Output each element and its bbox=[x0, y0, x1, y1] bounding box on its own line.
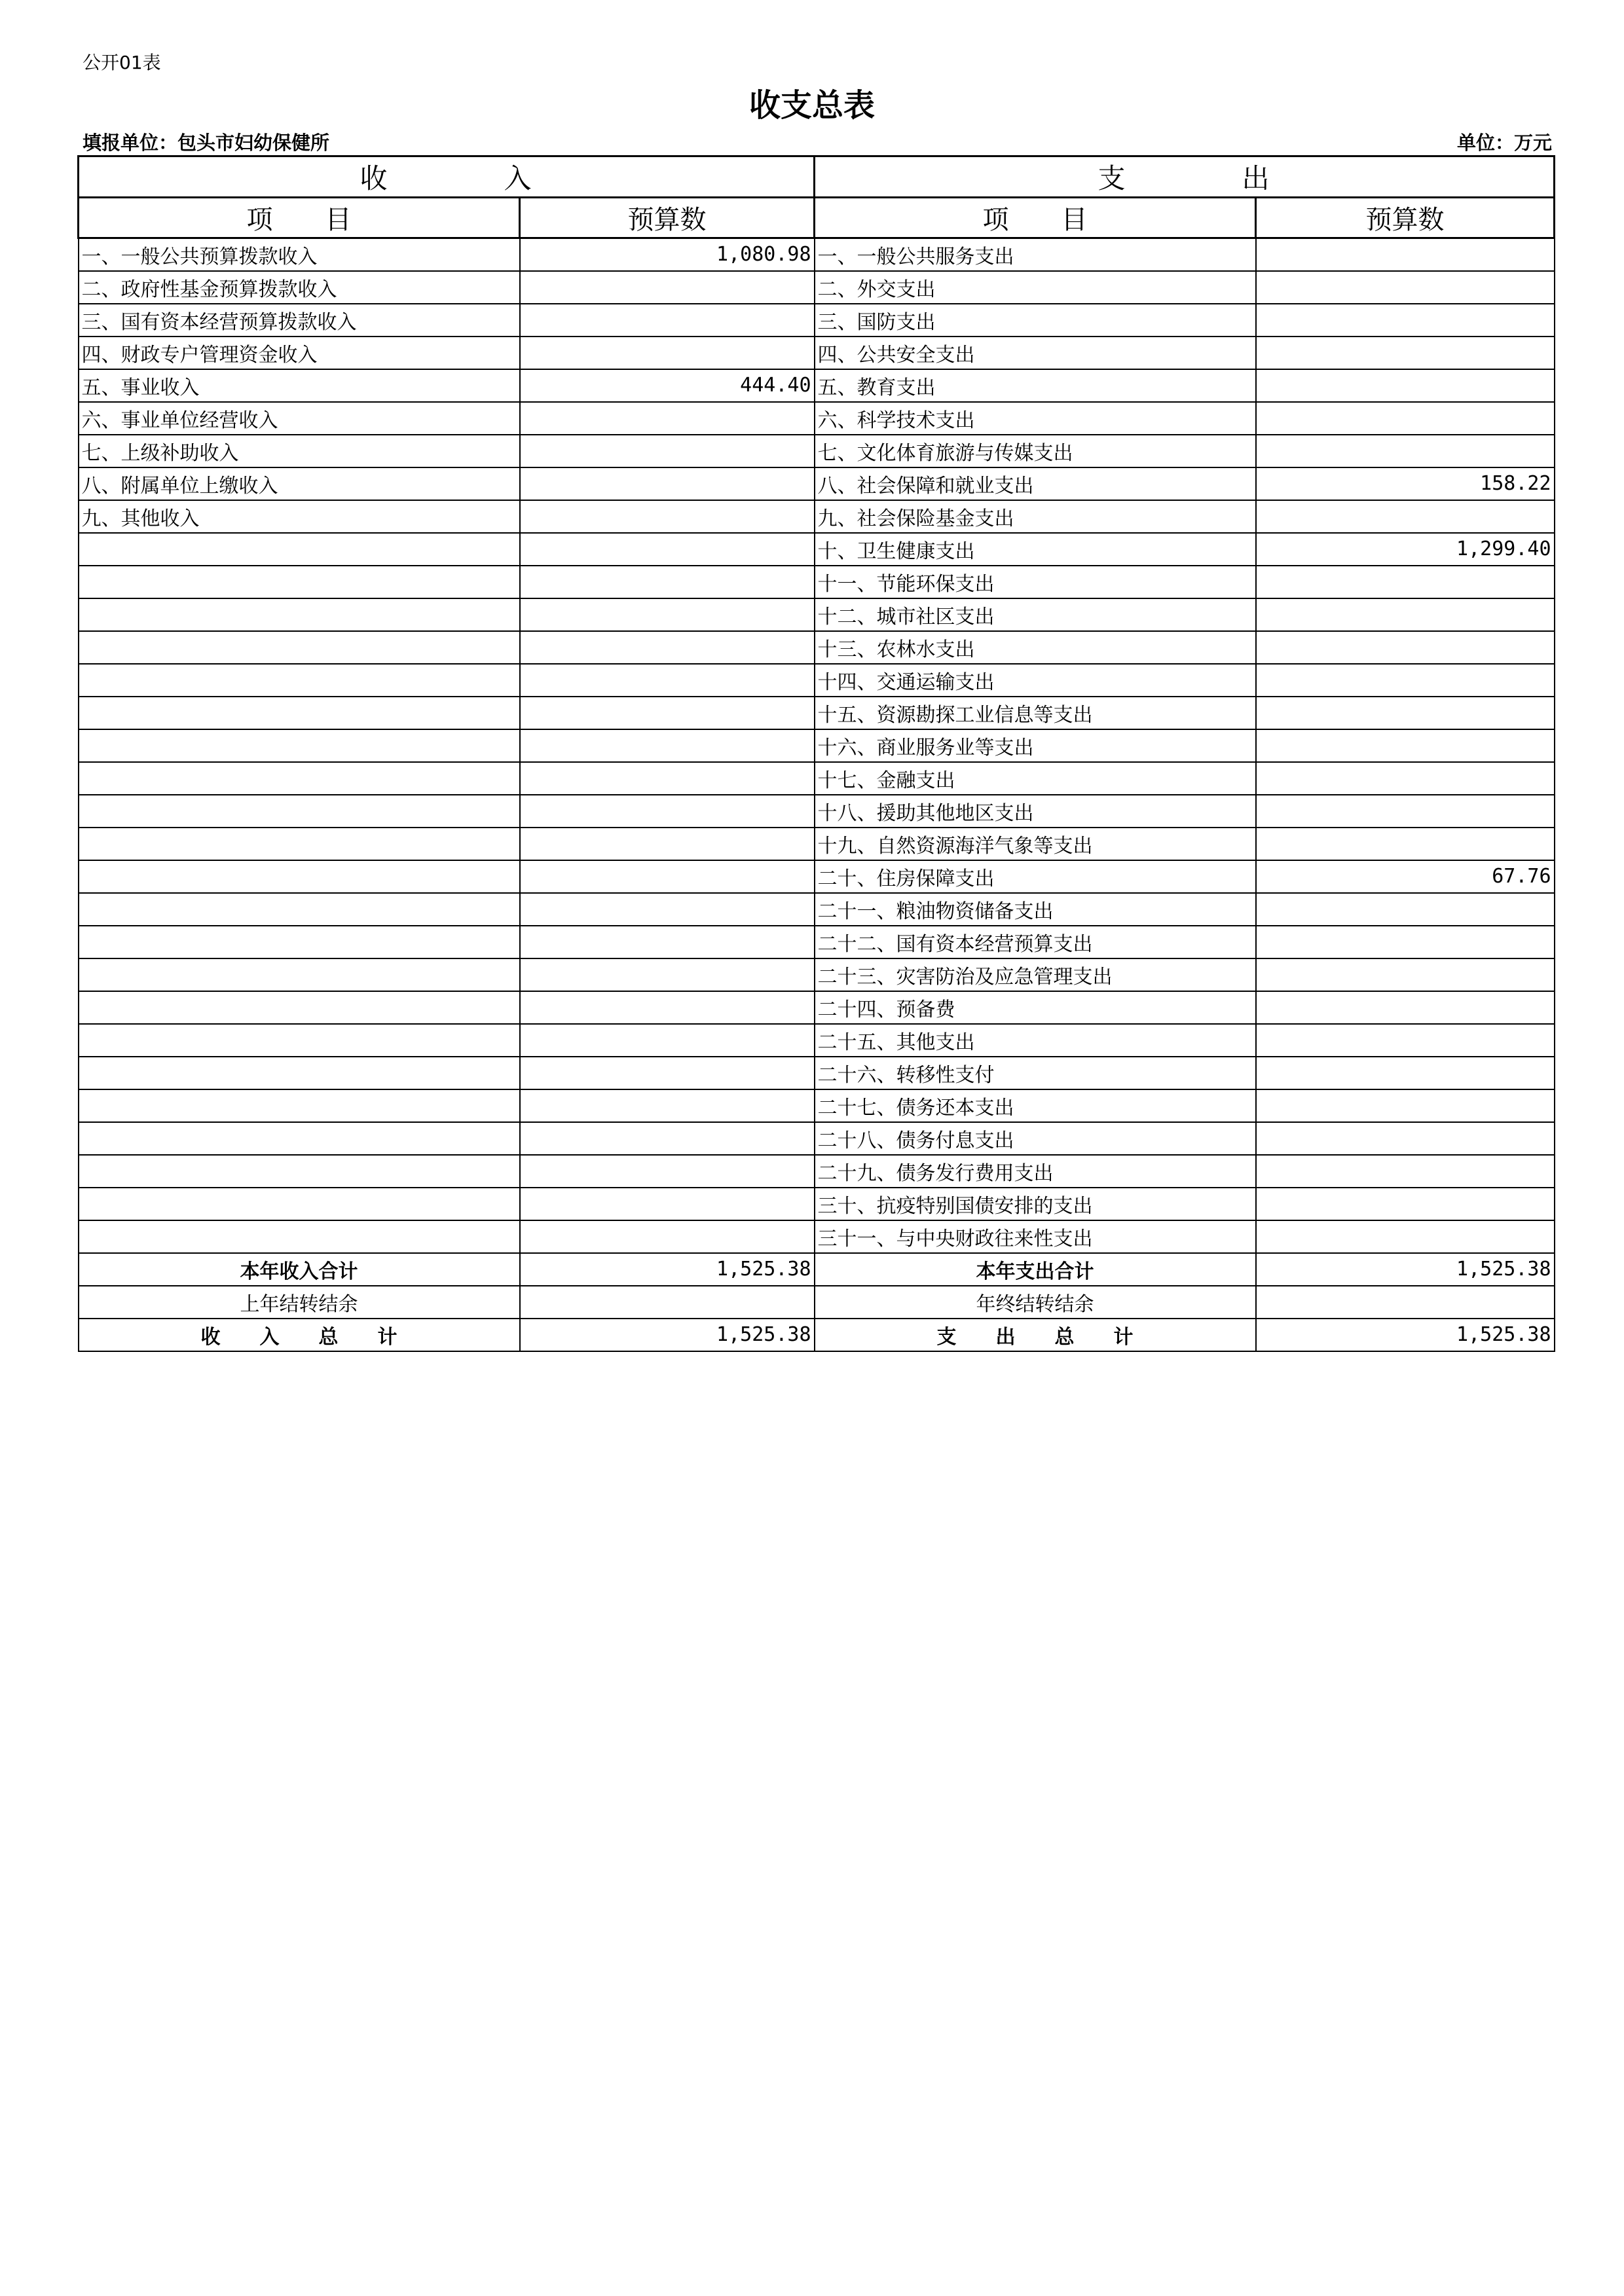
income-budget-cell bbox=[520, 402, 815, 435]
expense-item-cell: 三、国防支出 bbox=[815, 304, 1256, 337]
expense-budget-cell bbox=[1256, 566, 1555, 598]
expense-budget-cell bbox=[1256, 893, 1555, 926]
expense-budget-cell bbox=[1256, 238, 1555, 271]
expense-item-cell: 二十九、债务发行费用支出 bbox=[815, 1155, 1256, 1188]
income-item-cell: 五、事业收入 bbox=[79, 369, 520, 402]
income-item-cell: 八、附属单位上缴收入 bbox=[79, 467, 520, 500]
expense-budget-cell bbox=[1256, 1057, 1555, 1089]
income-section-header: 收 入 bbox=[79, 156, 815, 198]
income-item-cell bbox=[79, 631, 520, 664]
expense-item-cell: 四、公共安全支出 bbox=[815, 337, 1256, 369]
expense-item-cell: 五、教育支出 bbox=[815, 369, 1256, 402]
expense-budget-cell bbox=[1256, 631, 1555, 664]
table-row bbox=[79, 598, 1555, 631]
expense-budget-cell bbox=[1256, 402, 1555, 435]
expense-item-cell: 十九、自然资源海洋气象等支出 bbox=[815, 828, 1256, 860]
page-title: 收支总表 bbox=[748, 87, 875, 124]
income-budget-cell bbox=[520, 828, 815, 860]
table-row bbox=[79, 926, 1555, 958]
expense-item-cell: 十七、金融支出 bbox=[815, 762, 1256, 795]
income-budget-cell bbox=[520, 1220, 815, 1253]
income-budget-cell bbox=[520, 729, 815, 762]
income-item-cell: 一、一般公共预算拨款收入 bbox=[79, 238, 520, 271]
income-budget-cell bbox=[520, 271, 815, 304]
grand-row bbox=[79, 1319, 1555, 1351]
expense-item-cell: 三十一、与中央财政往来性支出 bbox=[815, 1220, 1256, 1253]
income-budget-cell bbox=[520, 860, 815, 893]
expense-budget-cell bbox=[1256, 500, 1555, 533]
expense-budget-cell bbox=[1256, 435, 1555, 467]
expense-budget-cell bbox=[1256, 1188, 1555, 1220]
income-grand-total-value: 1,525.38 bbox=[520, 1319, 815, 1351]
income-item-cell: 七、上级补助收入 bbox=[79, 435, 520, 467]
income-total-value: 1,525.38 bbox=[520, 1253, 815, 1286]
income-carry-value bbox=[520, 1286, 815, 1319]
meta-row bbox=[83, 128, 1552, 155]
table-row bbox=[79, 1155, 1555, 1188]
table-row bbox=[79, 1057, 1555, 1089]
expense-item-cell: 十五、资源勘探工业信息等支出 bbox=[815, 697, 1256, 729]
expense-budget-cell bbox=[1256, 729, 1555, 762]
table-row bbox=[79, 500, 1555, 533]
expense-grand-total-value: 1,525.38 bbox=[1256, 1319, 1555, 1351]
expense-total-label: 本年支出合计 bbox=[815, 1253, 1256, 1286]
carry-row bbox=[79, 1286, 1555, 1319]
income-budget-cell bbox=[520, 533, 815, 566]
expense-item-cell: 十二、城市社区支出 bbox=[815, 598, 1256, 631]
income-item-cell bbox=[79, 926, 520, 958]
expense-item-cell: 二十三、灾害防治及应急管理支出 bbox=[815, 958, 1256, 991]
table-row bbox=[79, 1220, 1555, 1253]
expense-carry-label: 年终结转结余 bbox=[815, 1286, 1256, 1319]
income-budget-cell: 1,080.98 bbox=[520, 238, 815, 271]
income-item-cell bbox=[79, 697, 520, 729]
expense-item-cell: 十、卫生健康支出 bbox=[815, 533, 1256, 566]
column-header-row bbox=[79, 198, 1555, 238]
expense-budget-cell bbox=[1256, 664, 1555, 697]
table-row bbox=[79, 1188, 1555, 1220]
expense-budget-cell bbox=[1256, 1155, 1555, 1188]
income-budget-cell bbox=[520, 991, 815, 1024]
income-item-cell bbox=[79, 1024, 520, 1057]
table-row bbox=[79, 631, 1555, 664]
table-row bbox=[79, 467, 1555, 500]
table-row bbox=[79, 958, 1555, 991]
expense-budget-cell bbox=[1256, 304, 1555, 337]
income-item-cell bbox=[79, 1089, 520, 1122]
filing-unit: 填报单位：包头市妇幼保健所 bbox=[83, 132, 330, 154]
expense-budget-cell bbox=[1256, 337, 1555, 369]
income-item-cell bbox=[79, 762, 520, 795]
expense-budget-cell bbox=[1256, 1220, 1555, 1253]
income-budget-cell bbox=[520, 467, 815, 500]
expense-budget-cell bbox=[1256, 926, 1555, 958]
expense-item-cell: 十六、商业服务业等支出 bbox=[815, 729, 1256, 762]
income-budget-cell bbox=[520, 926, 815, 958]
table-row bbox=[79, 369, 1555, 402]
expense-budget-cell: 158.22 bbox=[1256, 467, 1555, 500]
income-item-cell: 三、国有资本经营预算拨款收入 bbox=[79, 304, 520, 337]
expense-budget-cell bbox=[1256, 1089, 1555, 1122]
table-row bbox=[79, 1089, 1555, 1122]
expense-item-cell: 七、文化体育旅游与传媒支出 bbox=[815, 435, 1256, 467]
income-budget-cell bbox=[520, 762, 815, 795]
table-row bbox=[79, 729, 1555, 762]
expense-budget-cell: 1,299.40 bbox=[1256, 533, 1555, 566]
income-item-cell bbox=[79, 598, 520, 631]
income-total-label: 本年收入合计 bbox=[79, 1253, 520, 1286]
income-budget-cell bbox=[520, 1188, 815, 1220]
income-item-cell bbox=[79, 828, 520, 860]
table-row bbox=[79, 893, 1555, 926]
income-budget-cell bbox=[520, 893, 815, 926]
income-budget-cell bbox=[520, 697, 815, 729]
table-row bbox=[79, 762, 1555, 795]
income-item-cell: 六、事业单位经营收入 bbox=[79, 402, 520, 435]
table-row bbox=[79, 304, 1555, 337]
income-item-cell bbox=[79, 729, 520, 762]
table-row bbox=[79, 697, 1555, 729]
expense-budget-cell bbox=[1256, 795, 1555, 828]
expense-item-cell: 一、一般公共服务支出 bbox=[815, 238, 1256, 271]
expense-budget-cell bbox=[1256, 598, 1555, 631]
income-budget-cell bbox=[520, 500, 815, 533]
table-row bbox=[79, 238, 1555, 271]
expense-item-cell: 十一、节能环保支出 bbox=[815, 566, 1256, 598]
expense-budget-cell bbox=[1256, 1024, 1555, 1057]
income-item-cell bbox=[79, 860, 520, 893]
income-budget-cell bbox=[520, 1057, 815, 1089]
income-budget-cell bbox=[520, 566, 815, 598]
income-item-cell bbox=[79, 566, 520, 598]
table-row bbox=[79, 1122, 1555, 1155]
income-item-cell: 四、财政专户管理资金收入 bbox=[79, 337, 520, 369]
expense-item-cell: 二十七、债务还本支出 bbox=[815, 1089, 1256, 1122]
income-budget-cell bbox=[520, 435, 815, 467]
income-budget-cell bbox=[520, 795, 815, 828]
income-budget-cell bbox=[520, 664, 815, 697]
form-code: 公开01表 bbox=[83, 52, 161, 73]
income-carry-label: 上年结转结余 bbox=[79, 1286, 520, 1319]
income-budget-header: 预算数 bbox=[520, 198, 815, 238]
table-row bbox=[79, 1024, 1555, 1057]
table-row bbox=[79, 828, 1555, 860]
unit-label: 单位：万元 bbox=[1456, 132, 1552, 154]
income-item-cell: 九、其他收入 bbox=[79, 500, 520, 533]
expense-item-cell: 二十四、预备费 bbox=[815, 991, 1256, 1024]
expense-section-header: 支 出 bbox=[815, 156, 1555, 198]
income-budget-cell bbox=[520, 598, 815, 631]
income-item-cell bbox=[79, 1155, 520, 1188]
section-header-row bbox=[79, 156, 1555, 198]
expense-budget-header: 预算数 bbox=[1256, 198, 1555, 238]
expense-item-cell: 二十一、粮油物资储备支出 bbox=[815, 893, 1256, 926]
expense-item-cell: 二十六、转移性支付 bbox=[815, 1057, 1256, 1089]
income-item-cell bbox=[79, 533, 520, 566]
expense-budget-cell: 67.76 bbox=[1256, 860, 1555, 893]
expense-item-cell: 十四、交通运输支出 bbox=[815, 664, 1256, 697]
expense-grand-total-label: 支 出 总 计 bbox=[815, 1319, 1256, 1351]
income-item-cell bbox=[79, 893, 520, 926]
income-budget-cell bbox=[520, 958, 815, 991]
expense-item-header: 项 目 bbox=[815, 198, 1256, 238]
income-budget-cell bbox=[520, 1155, 815, 1188]
budget-summary-table bbox=[77, 155, 1555, 1352]
income-item-cell bbox=[79, 1057, 520, 1089]
expense-budget-cell bbox=[1256, 762, 1555, 795]
table-row bbox=[79, 435, 1555, 467]
income-item-cell bbox=[79, 1188, 520, 1220]
expense-budget-cell bbox=[1256, 828, 1555, 860]
expense-total-value: 1,525.38 bbox=[1256, 1253, 1555, 1286]
table-row bbox=[79, 664, 1555, 697]
expense-item-cell: 二十八、债务付息支出 bbox=[815, 1122, 1256, 1155]
income-budget-cell bbox=[520, 1089, 815, 1122]
expense-item-cell: 八、社会保障和就业支出 bbox=[815, 467, 1256, 500]
income-item-cell bbox=[79, 664, 520, 697]
income-item-cell: 二、政府性基金预算拨款收入 bbox=[79, 271, 520, 304]
expense-item-cell: 二十二、国有资本经营预算支出 bbox=[815, 926, 1256, 958]
income-item-header: 项 目 bbox=[79, 198, 520, 238]
table-row bbox=[79, 991, 1555, 1024]
expense-budget-cell bbox=[1256, 958, 1555, 991]
table-row bbox=[79, 271, 1555, 304]
expense-carry-value bbox=[1256, 1286, 1555, 1319]
expense-budget-cell bbox=[1256, 271, 1555, 304]
expense-budget-cell bbox=[1256, 369, 1555, 402]
table-row bbox=[79, 860, 1555, 893]
expense-budget-cell bbox=[1256, 1122, 1555, 1155]
income-item-cell bbox=[79, 958, 520, 991]
income-item-cell bbox=[79, 1122, 520, 1155]
income-item-cell bbox=[79, 991, 520, 1024]
expense-item-cell: 二十五、其他支出 bbox=[815, 1024, 1256, 1057]
table-row bbox=[79, 402, 1555, 435]
expense-item-cell: 九、社会保险基金支出 bbox=[815, 500, 1256, 533]
income-budget-cell bbox=[520, 1122, 815, 1155]
table-row bbox=[79, 337, 1555, 369]
income-budget-cell bbox=[520, 304, 815, 337]
income-item-cell bbox=[79, 1220, 520, 1253]
table-row bbox=[79, 566, 1555, 598]
table-row bbox=[79, 795, 1555, 828]
expense-budget-cell bbox=[1256, 991, 1555, 1024]
expense-budget-cell bbox=[1256, 697, 1555, 729]
income-budget-cell bbox=[520, 337, 815, 369]
total-row bbox=[79, 1253, 1555, 1286]
income-budget-cell: 444.40 bbox=[520, 369, 815, 402]
expense-item-cell: 三十、抗疫特别国债安排的支出 bbox=[815, 1188, 1256, 1220]
expense-item-cell: 二、外交支出 bbox=[815, 271, 1256, 304]
expense-item-cell: 十三、农林水支出 bbox=[815, 631, 1256, 664]
income-item-cell bbox=[79, 795, 520, 828]
table-row bbox=[79, 533, 1555, 566]
expense-item-cell: 二十、住房保障支出 bbox=[815, 860, 1256, 893]
expense-item-cell: 六、科学技术支出 bbox=[815, 402, 1256, 435]
income-budget-cell bbox=[520, 1024, 815, 1057]
income-grand-total-label: 收 入 总 计 bbox=[79, 1319, 520, 1351]
expense-item-cell: 十八、援助其他地区支出 bbox=[815, 795, 1256, 828]
income-budget-cell bbox=[520, 631, 815, 664]
